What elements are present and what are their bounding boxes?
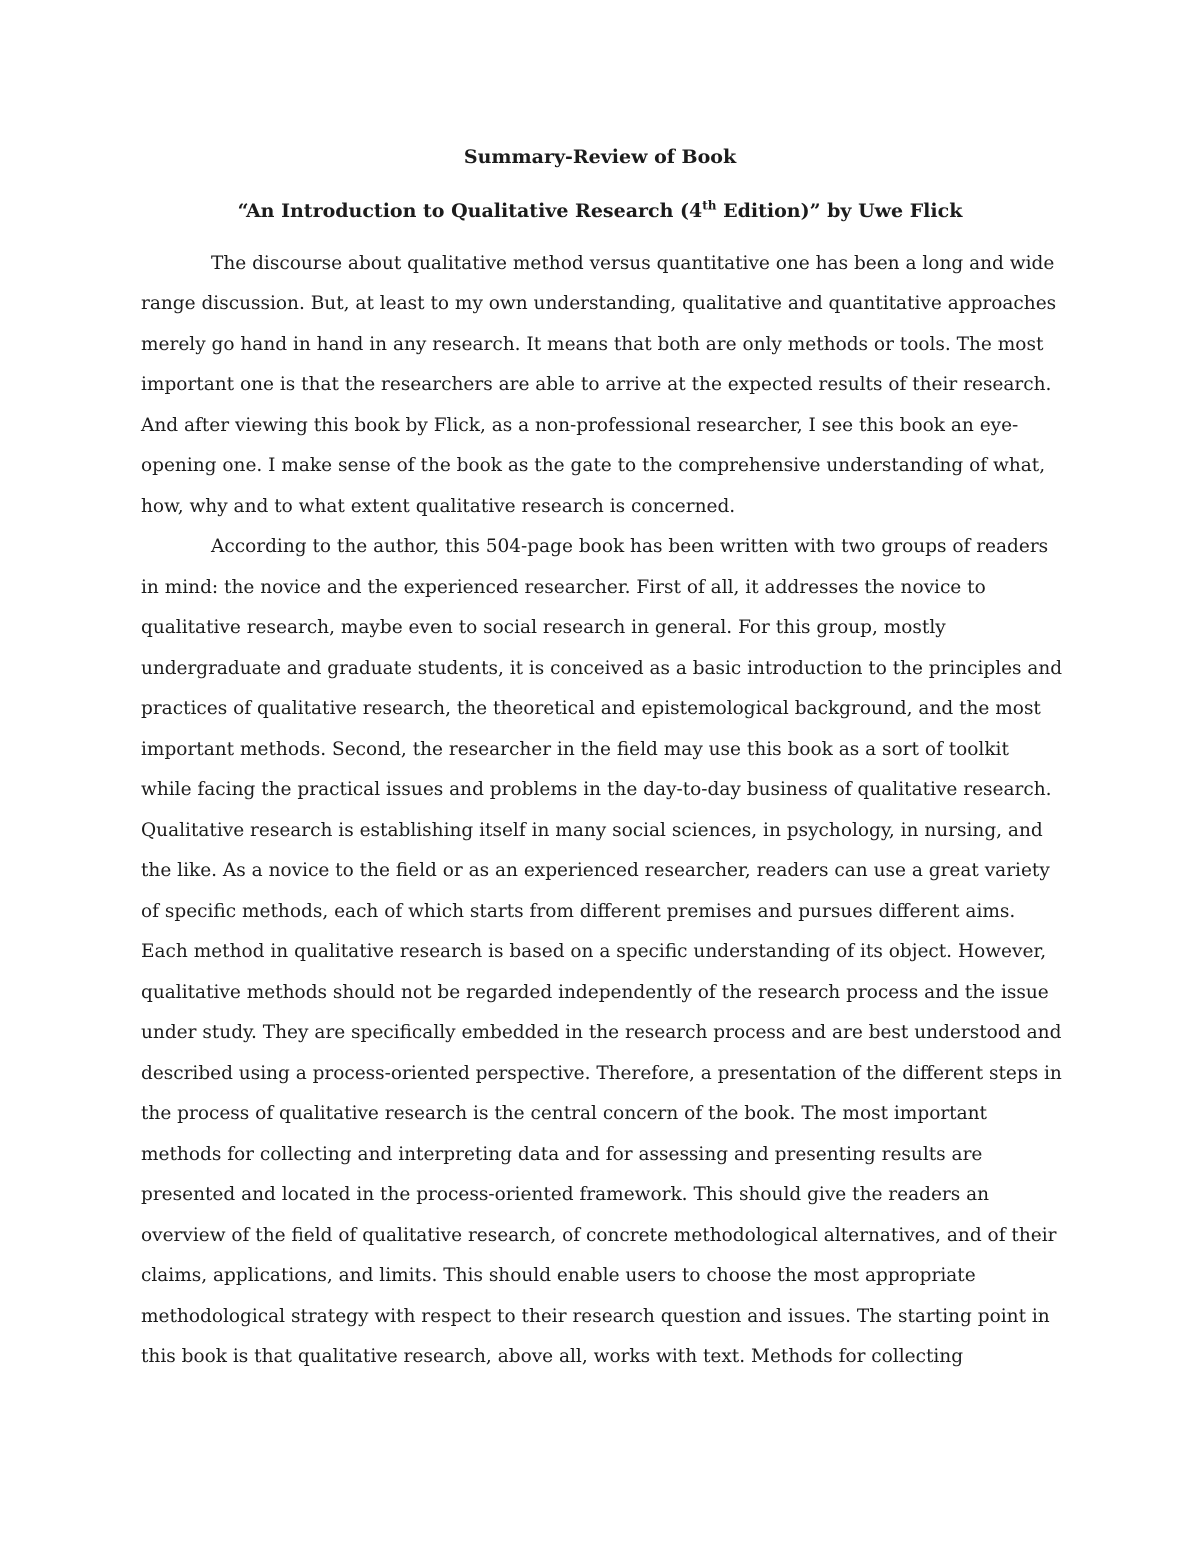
paragraph-2-line-14: described using a process-oriented perspective. Therefore, a presentation of the different steps in xyxy=(141,1063,1062,1084)
paragraph-2-line-5: practices of qualitative research, the theoretical and epistemological background, and the most xyxy=(141,698,1041,719)
paragraph-2-line-6: important methods. Second, the researcher in the field may use this book as a sort of toolkit xyxy=(141,739,1009,760)
paragraph-1-line-4: important one is that the researchers are able to arrive at the expected results of their research. xyxy=(141,374,1052,395)
paragraph-2-line-11: Each method in qualitative research is based on a specific understanding of its object. However, xyxy=(141,941,1047,962)
subtitle-trailing-text: Edition)” by Uwe Flick xyxy=(716,200,963,222)
paragraph-2-line-21: this book is that qualitative research, above all, works with text. Methods for collecting xyxy=(141,1346,964,1367)
subtitle-superscript: th xyxy=(702,198,717,213)
paragraph-2-line-15: the process of qualitative research is the central concern of the book. The most important xyxy=(141,1103,987,1124)
paragraph-2-line-1: According to the author, this 504-page book has been written with two groups of readers xyxy=(211,536,1049,557)
paragraph-2-line-12: qualitative methods should not be regarded independently of the research process and the issue xyxy=(141,982,1049,1003)
paragraph-2-line-3: qualitative research, maybe even to social research in general. For this group, mostly xyxy=(141,617,946,638)
paragraph-1-line-5: And after viewing this book by Flick, as a non-professional researcher, I see this book an eye- xyxy=(141,415,1019,436)
paragraph-2-line-19: claims, applications, and limits. This should enable users to choose the most appropriate xyxy=(141,1265,976,1286)
paragraph-2-line-17: presented and located in the process-oriented framework. This should give the readers an xyxy=(141,1184,990,1205)
paragraph-2-line-13: under study. They are specifically embedded in the research process and are best understood and xyxy=(141,1022,1062,1043)
paragraph-1-line-1: The discourse about qualitative method versus quantitative one has been a long and wide xyxy=(211,253,1055,274)
paragraph-2-line-4: undergraduate and graduate students, it is conceived as a basic introduction to the principles and xyxy=(141,658,1063,679)
subtitle-main-text: “An Introduction to Qualitative Research (4 xyxy=(237,200,703,222)
paragraph-2-line-16: methods for collecting and interpreting data and for assessing and presenting results are xyxy=(141,1144,983,1165)
paragraph-2-line-18: overview of the field of qualitative research, of concrete methodological alternatives, and of their xyxy=(141,1225,1057,1246)
paragraph-2-line-9: the like. As a novice to the field or as an experienced researcher, readers can use a great variety xyxy=(141,860,1050,881)
paragraph-1-line-2: range discussion. But, at least to my own understanding, qualitative and quantitative approaches xyxy=(141,293,1057,314)
paragraph-1-line-7: how, why and to what extent qualitative research is concerned. xyxy=(141,496,736,517)
paragraph-1-line-6: opening one. I make sense of the book as the gate to the comprehensive understanding of what, xyxy=(141,455,1046,476)
paragraph-2-line-7: while facing the practical issues and problems in the day-to-day business of qualitative research. xyxy=(141,779,1052,800)
paragraph-1-line-3: merely go hand in hand in any research. It means that both are only methods or tools. The most xyxy=(141,334,1044,355)
paragraph-2-line-8: Qualitative research is establishing itself in many social sciences, in psychology, in nursing, and xyxy=(141,820,1043,841)
document-title: Summary-Review of Book xyxy=(463,146,737,168)
paragraph-2-line-10: of specific methods, each of which starts from different premises and pursues different aims. xyxy=(141,901,1016,922)
paragraph-2-line-20: methodological strategy with respect to their research question and issues. The starting point in xyxy=(141,1306,1050,1327)
document-subtitle xyxy=(0,199,1200,223)
paragraph-2-line-2: in mind: the novice and the experienced researcher. First of all, it addresses the novice to xyxy=(141,577,986,598)
